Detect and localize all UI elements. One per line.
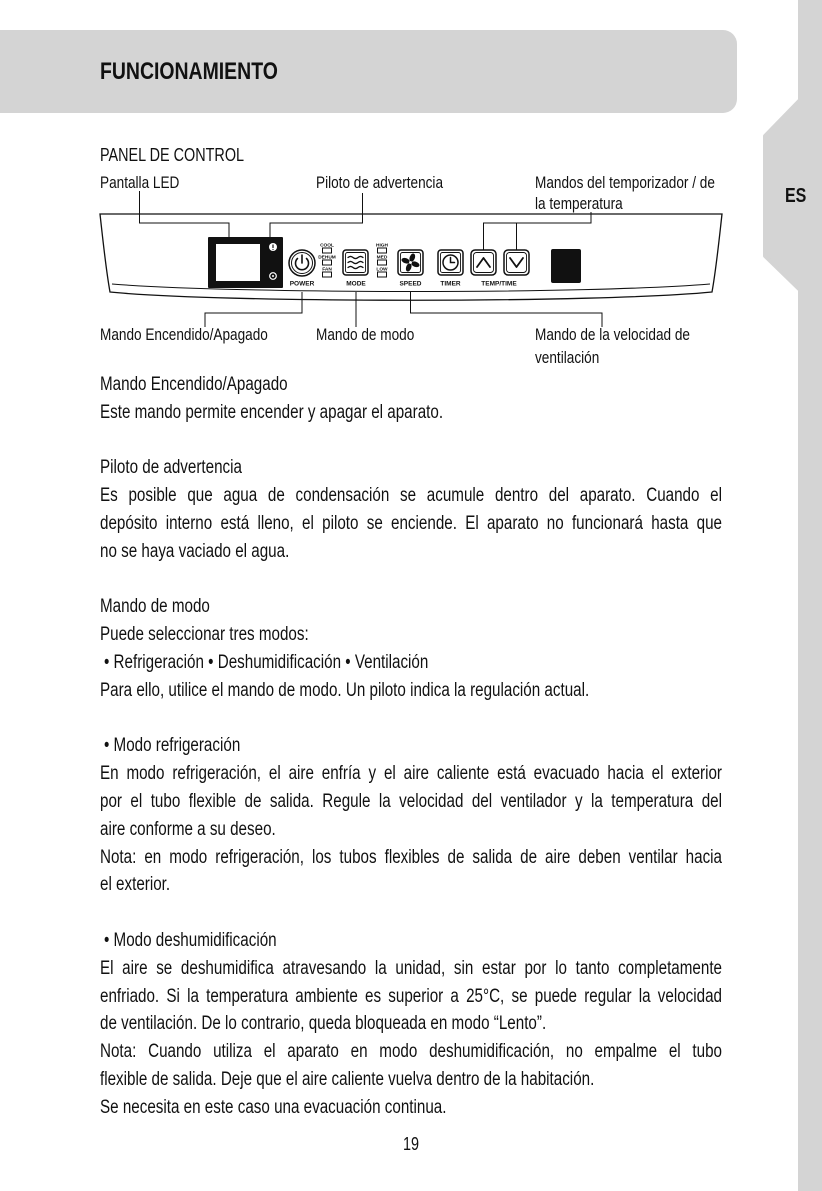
power-button-label: POWER	[289, 280, 315, 288]
callout-warning-light: Piloto de advertencia	[316, 173, 444, 192]
body-text-line: depósito interno está lleno, el piloto se enciende. El aparato no funcionará hasta que	[100, 512, 722, 534]
receiver-window	[551, 249, 581, 283]
body-text-line: Nota: Cuando utiliza el aparato en modo deshumidificación, no empalme el tubo	[100, 1041, 722, 1063]
body-text-line: El aire se deshumidifica atravesando la unidad, sin estar por lo tanto completamente	[100, 957, 722, 979]
body-text-line: por el tubo flexible de salida. Regule la velocidad del ventilador y la temperatura del	[100, 790, 722, 812]
callout-speed-control-line-1: Mando de la velocidad de	[535, 325, 690, 344]
control-panel-title: PANEL DE CONTROL	[100, 145, 245, 165]
mode-button	[343, 250, 368, 275]
speed-button	[398, 250, 423, 275]
speed-button-label: SPEED	[399, 280, 422, 288]
language-code: ES	[785, 185, 807, 207]
body-text-line: enfriado. Si la temperatura ambiente es superior a 25°C, se puede regular la velocidad	[100, 985, 722, 1007]
callout-line-power	[205, 292, 302, 327]
section-heading: Mando de modo	[100, 596, 210, 618]
speed-indicator-light-low	[378, 272, 387, 277]
body-text-line: En modo refrigeración, el aire enfría y el aire caliente está evacuado hacia el exterior	[100, 763, 722, 785]
callout-mode-control: Mando de modo	[316, 325, 415, 344]
section-heading: Piloto de advertencia	[100, 457, 242, 479]
callout-led-display: Pantalla LED	[100, 173, 180, 192]
mode-indicators	[318, 243, 336, 278]
body-text-line: Se necesita en este caso una evacuación continua.	[100, 1096, 447, 1118]
callout-line-speed	[411, 292, 603, 327]
speed-indicator-light-high	[378, 248, 387, 253]
mode-indicator-label-cool: COOL	[320, 243, 334, 249]
speed-indicator-label-low: LOW	[376, 267, 388, 273]
callout-speed-control-line-2: ventilación	[535, 348, 600, 367]
speed-indicator-light-med	[378, 260, 387, 265]
led-display	[208, 237, 283, 288]
page-number: 19	[403, 1134, 420, 1154]
callout-timer-temp-line-2: la temperatura	[535, 194, 623, 213]
callout-line-timer-temp	[484, 212, 592, 250]
body-text-line: el exterior.	[100, 874, 171, 896]
body-text-line: Es posible que agua de condensación se acumule dentro del aparato. Cuando el	[100, 485, 722, 507]
callout-timer-temp-line-1: Mandos del temporizador / de	[535, 173, 715, 192]
mode-indicator-label-fan: FAN	[322, 267, 332, 273]
body-text-line: Para ello, utilice el mando de modo. Un piloto indica la regulación actual.	[100, 679, 590, 701]
timer-button	[438, 250, 463, 275]
timer-button-label: TIMER	[440, 280, 461, 288]
body-text-line: Puede seleccionar tres modos:	[100, 624, 309, 646]
body-text-line: Nota: en modo refrigeración, los tubos flexibles de salida de aire deben ventilar hacia	[100, 846, 722, 868]
temp-time-button-label: TEMP/TIME	[481, 280, 517, 288]
body-text-line: flexible de salida. Deje que el aire caliente vuelva dentro de la habitación.	[100, 1068, 595, 1090]
mode-button-label: MODE	[346, 280, 366, 288]
control-panel-diagram	[0, 0, 822, 340]
speed-indicators	[376, 243, 389, 278]
callout-line-warning-light	[270, 193, 363, 243]
warning-icon	[269, 243, 277, 251]
mode-indicator-light-cool	[323, 248, 332, 253]
speed-indicator-label-med: MED	[376, 255, 388, 261]
speed-indicator-label-high: HIGH	[376, 243, 388, 249]
section-dehumidification-mode	[100, 927, 722, 1122]
section-cooling-mode	[100, 732, 722, 899]
body-text-line: aire conforme a su deseo.	[100, 818, 276, 840]
mode-indicator-light-fan	[323, 272, 332, 277]
body-text	[100, 371, 722, 1149]
section-power-control	[100, 371, 722, 427]
mode-indicator-light-dehum	[323, 260, 332, 265]
led-display-screen	[216, 244, 260, 281]
bullet-list-line: • Refrigeración • Deshumidificación • Ventilación	[104, 651, 429, 673]
body-text-line: Este mando permite encender y apagar el aparato.	[100, 401, 444, 423]
section-warning-light	[100, 454, 722, 565]
section-heading: Mando Encendido/Apagado	[100, 374, 288, 395]
page-title: FUNCIONAMIENTO	[100, 58, 278, 85]
section-mode-control	[100, 593, 722, 704]
mode-indicator-label-dehum: DEHUM	[318, 255, 336, 261]
section-heading: • Modo refrigeración	[104, 735, 241, 757]
power-button	[289, 250, 315, 276]
callout-power-control: Mando Encendido/Apagado	[100, 325, 268, 344]
body-text-line: de ventilación. De lo contrario, queda bloqueada en modo “Lento”.	[100, 1013, 547, 1035]
section-heading: • Modo deshumidificación	[104, 929, 277, 951]
temp-time-up-button	[471, 250, 496, 275]
body-text-line: no se haya vaciado el agua.	[100, 540, 290, 562]
temp-time-down-button	[504, 250, 529, 275]
